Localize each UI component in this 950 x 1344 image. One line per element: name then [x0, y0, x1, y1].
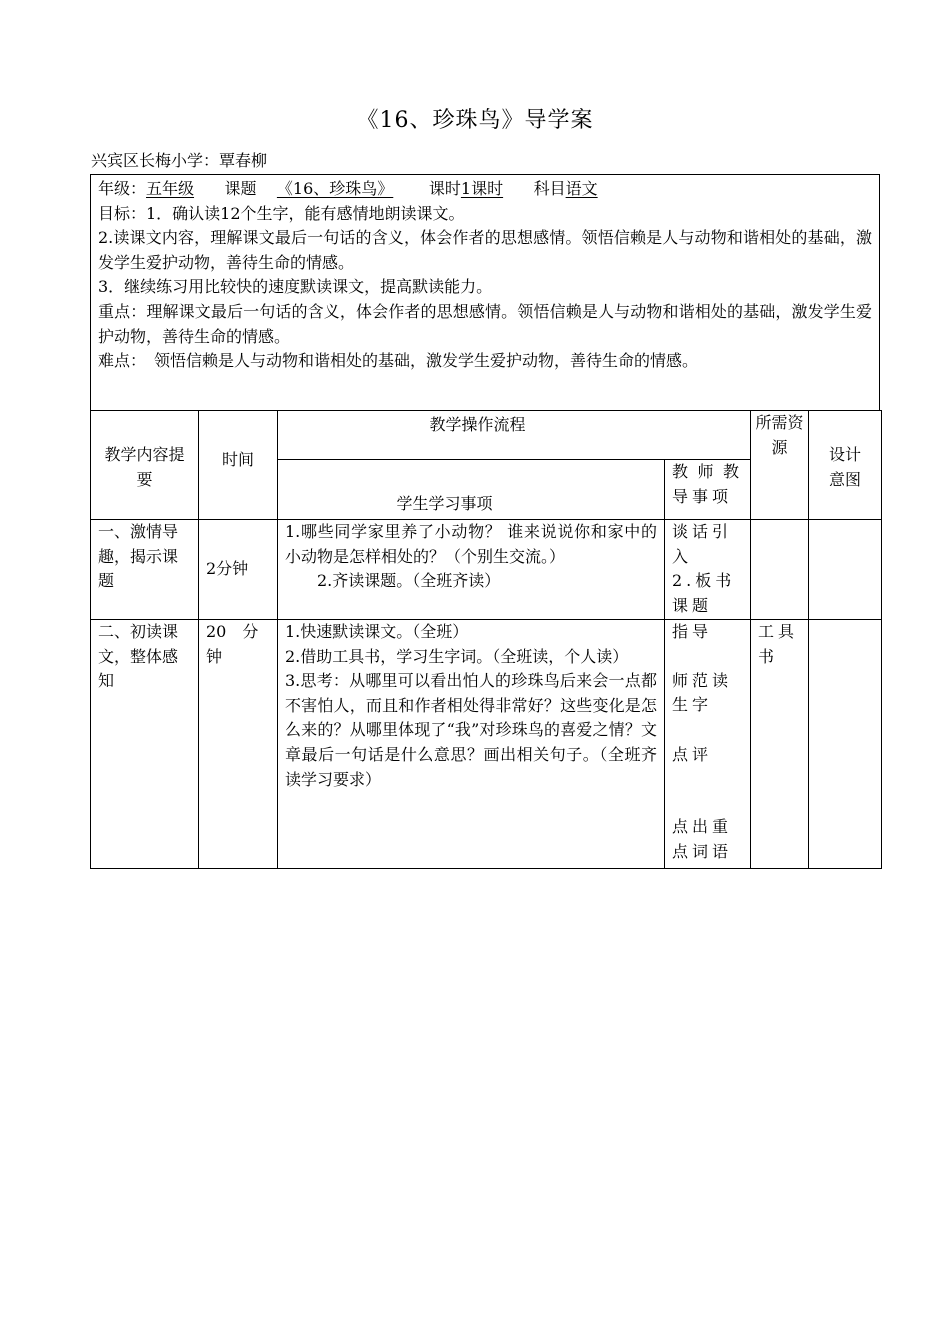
table-row — [91, 520, 882, 620]
row2-student — [278, 620, 665, 869]
row2-student-item: 3.思考：从哪里可以看出怕人的珍珠鸟后来会一点都不害怕人，而且和作者相处得非常好？这些变化是怎么来的？从哪里体现了“我”对珍珠鸟的喜爱之情？文章最后一句话是什么意思？画出相关句子。（全班齐读学习要求） — [285, 671, 657, 789]
difficulty: 难点： 领悟信赖是人与动物和谐相处的基础，激发学生爱护动物，善待生命的情感。 — [98, 351, 699, 371]
row2-resources: 工具书 — [751, 620, 809, 869]
row1-time: 2分钟 — [199, 520, 278, 620]
objective-1: 目标：1．确认读12个生字，能有感情地朗读课文。 — [98, 203, 465, 223]
period-value: 1课时 — [460, 179, 504, 198]
row1-teacher — [665, 520, 751, 620]
row1-teacher-item: 2.板书课题 — [672, 571, 736, 615]
grade-value: 五年级 — [146, 179, 195, 198]
header-design: 设计意图 — [809, 411, 882, 520]
row2-design — [809, 620, 882, 869]
row2-teacher-item: 师范读生字 — [672, 670, 733, 715]
row1-student — [278, 520, 665, 620]
row2-content: 二、初读课文，整体感知 — [91, 620, 199, 869]
info-line — [98, 177, 872, 202]
row1-resources — [751, 520, 809, 620]
row1-design — [809, 520, 882, 620]
header-resources: 所需资源 — [751, 411, 809, 520]
author-line: 兴宾区长梅小学：覃春柳 — [91, 151, 268, 170]
row2-student-item: 2.借助工具书，学习生字词。（全班读，个人读） — [285, 646, 629, 666]
row2-teacher-item: 点评 — [672, 744, 713, 764]
table-header-row — [91, 411, 882, 460]
header-process: 教学操作流程 — [278, 411, 751, 460]
row1-teacher-item: 谈话引入 — [672, 522, 733, 566]
row1-student-item: 1.哪些同学家里养了小动物？ 谁来说说你和家中的小动物是怎样相处的？（个别生交流。） — [285, 522, 657, 566]
header-teacher: 教师教导事项 — [665, 460, 751, 520]
page-title: 《16、珍珠鸟》导学案 — [356, 108, 594, 133]
row2-teacher — [665, 620, 751, 869]
objective-2: 2.读课文内容，理解课文最后一句话的含义，体会作者的思想感情。领悟信赖是人与动物和谐相处的基础，激发学生爱护动物，善待生命的情感。 — [98, 228, 872, 272]
objective-3: 3．继续练习用比较快的速度默读课文，提高默读能力。 — [98, 277, 493, 297]
row2-teacher-item: 点出重点词语 — [672, 817, 733, 861]
row2-time: 20 分钟 — [199, 620, 278, 869]
grade-label: 年级： — [98, 179, 147, 198]
row2-student-item: 1.快速默读课文。（全班） — [285, 622, 469, 641]
row1-student-item: 2.齐读课题。（全班齐读） — [285, 571, 501, 591]
topic-value: 《16、珍珠鸟》 — [276, 179, 394, 198]
subject-value: 语文 — [565, 179, 598, 198]
lesson-table — [90, 410, 882, 869]
topic-label: 课题 — [224, 179, 257, 198]
table-row — [91, 620, 882, 869]
row1-content: 一、激情导趣，揭示课题 — [91, 520, 199, 620]
header-content: 教学内容提要 — [91, 411, 199, 520]
objectives-box — [90, 174, 880, 410]
subject-label: 科目 — [533, 179, 566, 198]
period-label: 课时 — [428, 179, 461, 198]
header-time: 时间 — [199, 411, 278, 520]
key-point: 重点：理解课文最后一句话的含义，体会作者的思想感情。领悟信赖是人与动物和谐相处的基础，激发学生爱护动物，善待生命的情感。 — [98, 301, 872, 346]
header-student: 学生学习事项 — [278, 460, 665, 520]
row2-teacher-item: 指导 — [672, 622, 713, 641]
